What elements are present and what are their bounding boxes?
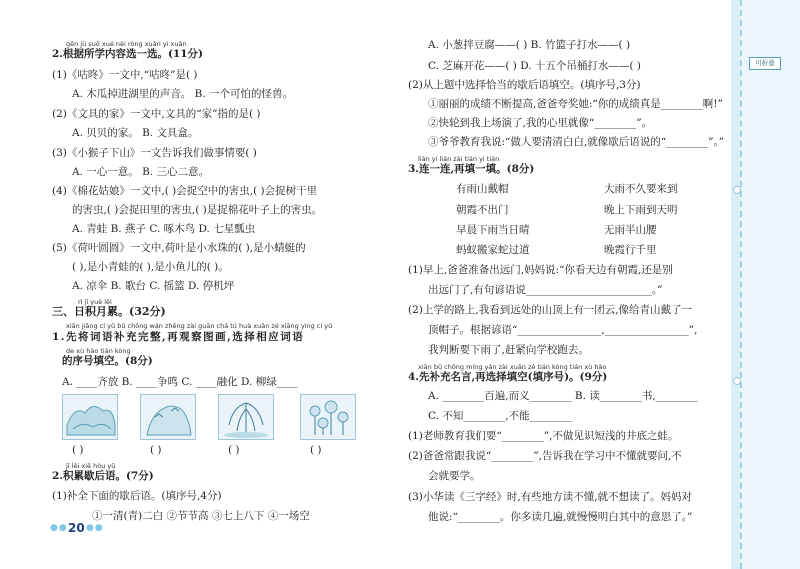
page-dots: ●● [50,523,68,533]
question-2b-title: 2.积累歇后语。(7分) [52,470,154,482]
proverb-right: 大雨不久要来到 [604,183,678,195]
question-1-title-cont: 的序号填空。(8分) [62,355,153,367]
willow-tree-illustration [218,394,274,440]
question-line: (1)《咕咚》一文中,“咕咚”是( ) [52,69,198,81]
flowers-blooming-illustration [300,394,356,440]
maxim-options: A. ________百遍,而义________ B. 读________书,________ [428,390,698,402]
question-line: (5)《荷叶圆圆》一文中,荷叶是小水珠的( ),是小蜻蜓的 [52,242,306,254]
question-line: (3)《小猴子下山》一文告诉我们做事情要( ) [52,147,257,159]
question-line: (2)上学的路上,我看到远处的山顶上有一团云,像给青山戴了一 [408,304,693,316]
option-line: A. 木瓜掉进湖里的声音。 B. 一个可怕的怪兽。 [72,88,293,100]
answer-paren[interactable]: ( ) [310,444,322,456]
question-line: (4)《棉花姑娘》一文中,( )会捉空中的害虫,( )会捉树干里 [52,185,318,197]
option-line: A. 小葱拌豆腐——( ) B. 竹篮子打水——( ) [428,39,631,51]
pinyin: xiān bǔ chōng míng yán zài xuǎn zé tián kòng tián xù hào [418,363,607,371]
birds-singing-illustration [140,394,196,440]
question-line: 我判断要下雨了,赶紧向学校跑去。 [428,344,589,356]
question-line: (2)《文具的家》一文中,文具的“家”指的是( ) [52,108,261,120]
question-line: 顶帽子。根据谚语“________________,________________”, [428,324,698,336]
fill-line: ①丽丽的成绩不断提高,爸爸夸奖她:“你的成绩真是________啊!” [428,98,723,110]
question-line: 他说:“________。你多读几遍,就慢慢明白其中的意思了。” [428,511,693,523]
fill-line: ③爷爷教育我说:“做人要清清白白,就像歇后语说的“________”。” [428,136,725,148]
proverb-left: 朝霞不出门 [456,204,509,216]
pinyin: jī lěi xiē hòu yǔ [66,462,116,470]
question-line: (2)从上题中选择恰当的歇后语填空。(填序号,3分) [408,79,641,91]
maxim-options: C. 不知________,不能________ [428,410,572,422]
snow-melting-illustration [62,394,118,440]
page-number: 20 [68,521,85,535]
option-line: A. 一心一意。 B. 三心二意。 [72,166,209,178]
option-line: A. 贝贝的家。 B. 文具盒。 [72,127,199,139]
fold-tag: 可折叠 [749,57,781,70]
question-line: (1)早上,爸爸准备出远门,妈妈说:“你看天边有朝霞,还是别 [408,264,673,276]
question-4-title: 4.先补充名言,再选择填空(填序号)。(9分) [408,371,608,383]
answer-paren[interactable]: ( ) [228,444,240,456]
question-2-title: 2.根据所学内容选一选。(11分) [52,48,204,60]
proverb-right: 无雨半山腰 [604,224,657,236]
section-3-title: 三、日积月累。(32分) [52,305,166,318]
option-line: A. 凉伞 B. 歌台 C. 摇篮 D. 停机坪 [72,280,235,292]
option-line: C. 芝麻开花——( ) D. 十五个吊桶打水——( ) [428,60,641,72]
proverb-left: 早晨下雨当日晴 [456,224,530,236]
word-options: A. ____齐放 B. ____争鸣 C. ____融化 D. 柳绿____ [62,376,298,388]
idiom-options: ①一清(青)二白 ②节节高 ③七上八下 ④一场空 [92,510,310,522]
question-line: (3)小华读《三字经》时,有些地方读不懂,就不想读了。妈妈对 [408,491,693,503]
question-line: (2)爸爸常跟我说“________”,告诉我在学习中不懂就要问,不 [408,450,682,462]
binding-hole [733,186,741,194]
proverb-left: 蚂蚁搬家蛇过道 [456,244,530,256]
proverb-right: 晚上下雨到天明 [604,204,678,216]
question-line: 的害虫,( )会捉田里的害虫,( )是捉棉花叶子上的害虫。 [72,204,323,216]
pinyin: lián yi lián zài tián yi tián [418,155,500,163]
question-1-title: 1.先将词语补充完整,再观察图画,选择相应词语 [52,331,305,343]
question-line: (1)补全下面的歇后语。(填序号,4分) [52,490,222,502]
pinyin: xiān jiǎng cí yǔ bǔ chōng wán zhěng zài guān chá tú huà xuǎn zé xiāng yìng cí yǔ [66,322,333,330]
binding-hole [733,377,741,385]
pinyin: gēn jù suǒ xué nèi róng xuǎn yi xuǎn [66,40,187,48]
fill-line: ②快轮到我上场演了,我的心里就像“________”。 [428,117,653,129]
answer-paren[interactable]: ( ) [72,444,84,456]
question-line: 会就要学。 [428,470,481,482]
question-line: (1)老师教育我们要“________”,不做见识短浅的井底之蛙。 [408,430,679,442]
pinyin: de xù hào tián kòng [66,347,131,355]
answer-paren[interactable]: ( ) [150,444,162,456]
question-line: 出远门了,有句谚语说________________________。” [428,284,663,296]
proverb-right: 晚霞行千里 [604,244,657,256]
question-3-title: 3.连一连,再填一填。(8分) [408,163,535,175]
page-dots: ●● [86,523,104,533]
option-line: A. 青蛙 B. 燕子 C. 啄木鸟 D. 七星瓢虫 [72,223,256,235]
pinyin: rì jī yuè lěi [78,298,112,306]
proverb-left: 有雨山戴帽 [456,183,509,195]
fold-panel [740,0,800,569]
question-line: ( ),是小青蛙的( ),是小鱼儿的( )。 [72,261,229,273]
